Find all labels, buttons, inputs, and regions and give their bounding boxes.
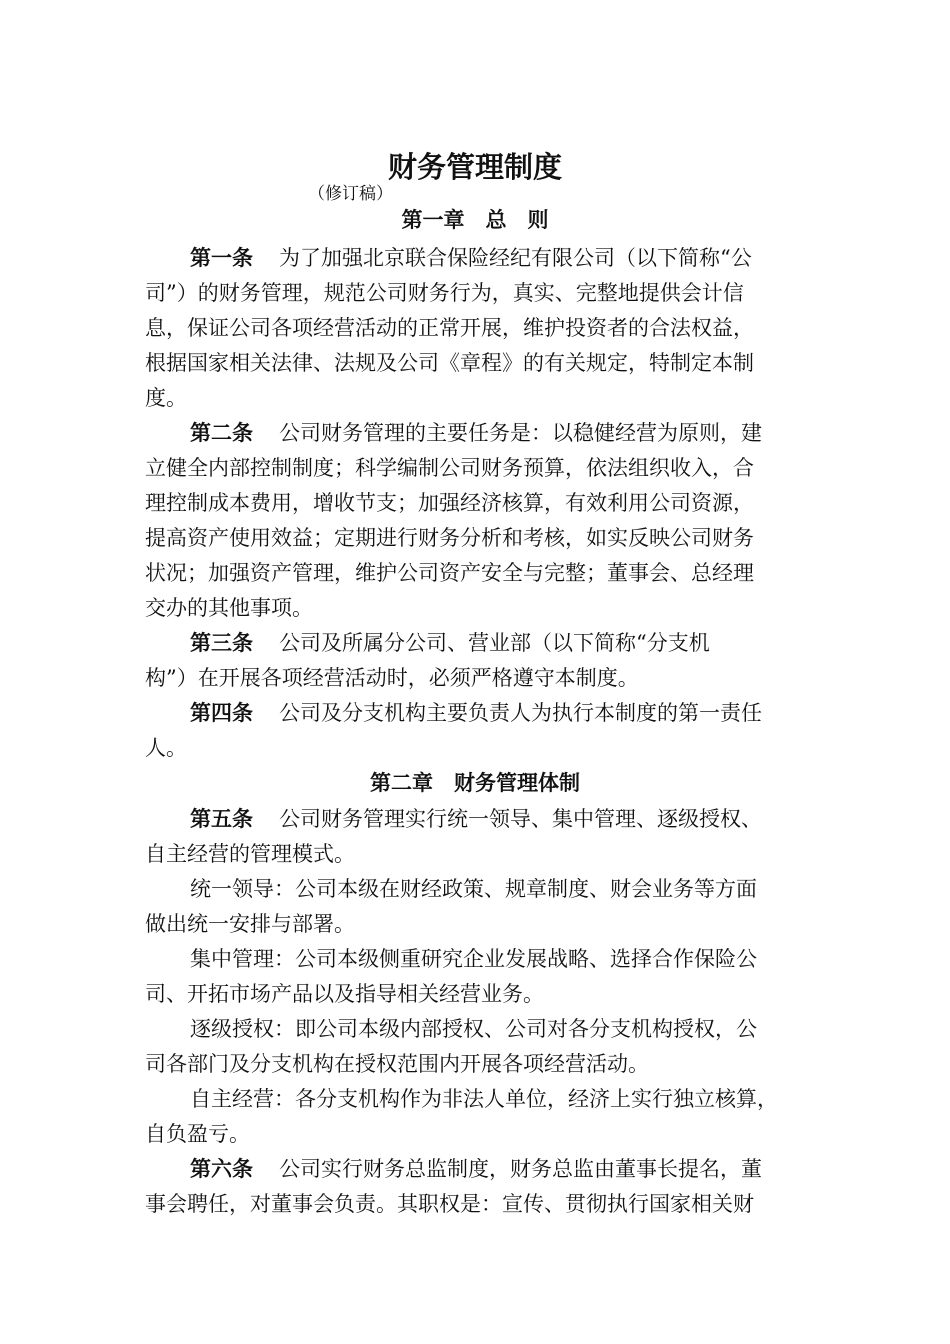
- article-6-text: 公司实行财务总监制度，财务总监由董事长提名，董: [279, 1157, 762, 1181]
- article-2-line-5: 状况；加强资产管理，维护公司资产安全与完整；董事会、总经理: [145, 561, 754, 585]
- chapter-heading-2: 第二章 财务管理体制: [370, 771, 580, 795]
- article-1-line-3: 息，保证公司各项经营活动的正常开展，维护投资者的合法权益，: [145, 316, 754, 340]
- article-4-label: 第四条: [190, 701, 253, 725]
- article-1-line-5: 度。: [145, 386, 187, 410]
- article-2-line-4: 提高资产使用效益；定期进行财务分析和考核，如实反映公司财务: [145, 526, 754, 550]
- paragraph-delegation-line-1: 逐级授权：即公司本级内部授权、公司对各分支机构授权，公: [190, 1017, 757, 1041]
- article-2-line-2: 立健全内部控制制度；科学编制公司财务预算，依法组织收入，合: [145, 456, 754, 480]
- article-1-text: 为了加强北京联合保险经纪有限公司（以下简称“公: [279, 246, 752, 270]
- article-2-line-3: 理控制成本费用，增收节支；加强经济核算，有效利用公司资源，: [145, 491, 754, 515]
- article-2-line-1: [190, 418, 762, 448]
- article-4-text: 公司及分支机构主要负责人为执行本制度的第一责任: [279, 701, 762, 725]
- article-5-label: 第五条: [190, 807, 253, 831]
- paragraph-unified-leadership-line-1: 统一领导：公司本级在财经政策、规章制度、财会业务等方面: [190, 877, 757, 901]
- article-6-line-1: [190, 1154, 762, 1184]
- article-5-line-2: 自主经营的管理模式。: [145, 842, 355, 866]
- paragraph-autonomy-line-1: 自主经营：各分支机构作为非法人单位，经济上实行独立核算，: [190, 1087, 778, 1111]
- article-1-line-1: [190, 243, 752, 273]
- paragraph-centralized-management-line-1: 集中管理：公司本级侧重研究企业发展战略、选择合作保险公: [190, 947, 757, 971]
- article-3-label: 第三条: [190, 631, 253, 655]
- article-2-line-6: 交办的其他事项。: [145, 596, 313, 620]
- article-3-text: 公司及所属分公司、营业部（以下简称“分支机: [279, 631, 710, 655]
- article-3-line-1: [190, 628, 710, 658]
- article-2-label: 第二条: [190, 421, 253, 445]
- article-6-line-2: 事会聘任，对董事会负责。其职权是：宣传、贯彻执行国家相关财: [145, 1192, 754, 1216]
- paragraph-unified-leadership-line-2: 做出统一安排与部署。: [145, 912, 355, 936]
- article-2-text: 公司财务管理的主要任务是：以稳健经营为原则，建: [279, 421, 762, 445]
- paragraph-delegation-line-2: 司各部门及分支机构在授权范围内开展各项经营活动。: [145, 1052, 649, 1076]
- document-title: 财务管理制度: [387, 150, 562, 184]
- paragraph-centralized-management-line-2: 司、开拓市场产品以及指导相关经营业务。: [145, 982, 544, 1006]
- article-5-text: 公司财务管理实行统一领导、集中管理、逐级授权、: [279, 807, 762, 831]
- article-1-label: 第一条: [190, 246, 253, 270]
- article-1-line-4: 根据国家相关法律、法规及公司《章程》的有关规定，特制定本制: [145, 351, 754, 375]
- paragraph-autonomy-line-2: 自负盈亏。: [145, 1122, 250, 1146]
- article-6-label: 第六条: [190, 1157, 253, 1181]
- article-1-line-2: 司”）的财务管理，规范公司财务行为，真实、完整地提供会计信: [145, 281, 744, 305]
- chapter-heading-1: 第一章 总 则: [401, 208, 549, 232]
- document-subtitle: （修订稿）: [308, 184, 393, 204]
- article-3-line-2: 构”）在开展各项经营活动时，必须严格遵守本制度。: [145, 666, 639, 690]
- article-5-line-1: [190, 804, 762, 834]
- article-4-line-2: 人。: [145, 736, 187, 760]
- article-4-line-1: [190, 698, 762, 728]
